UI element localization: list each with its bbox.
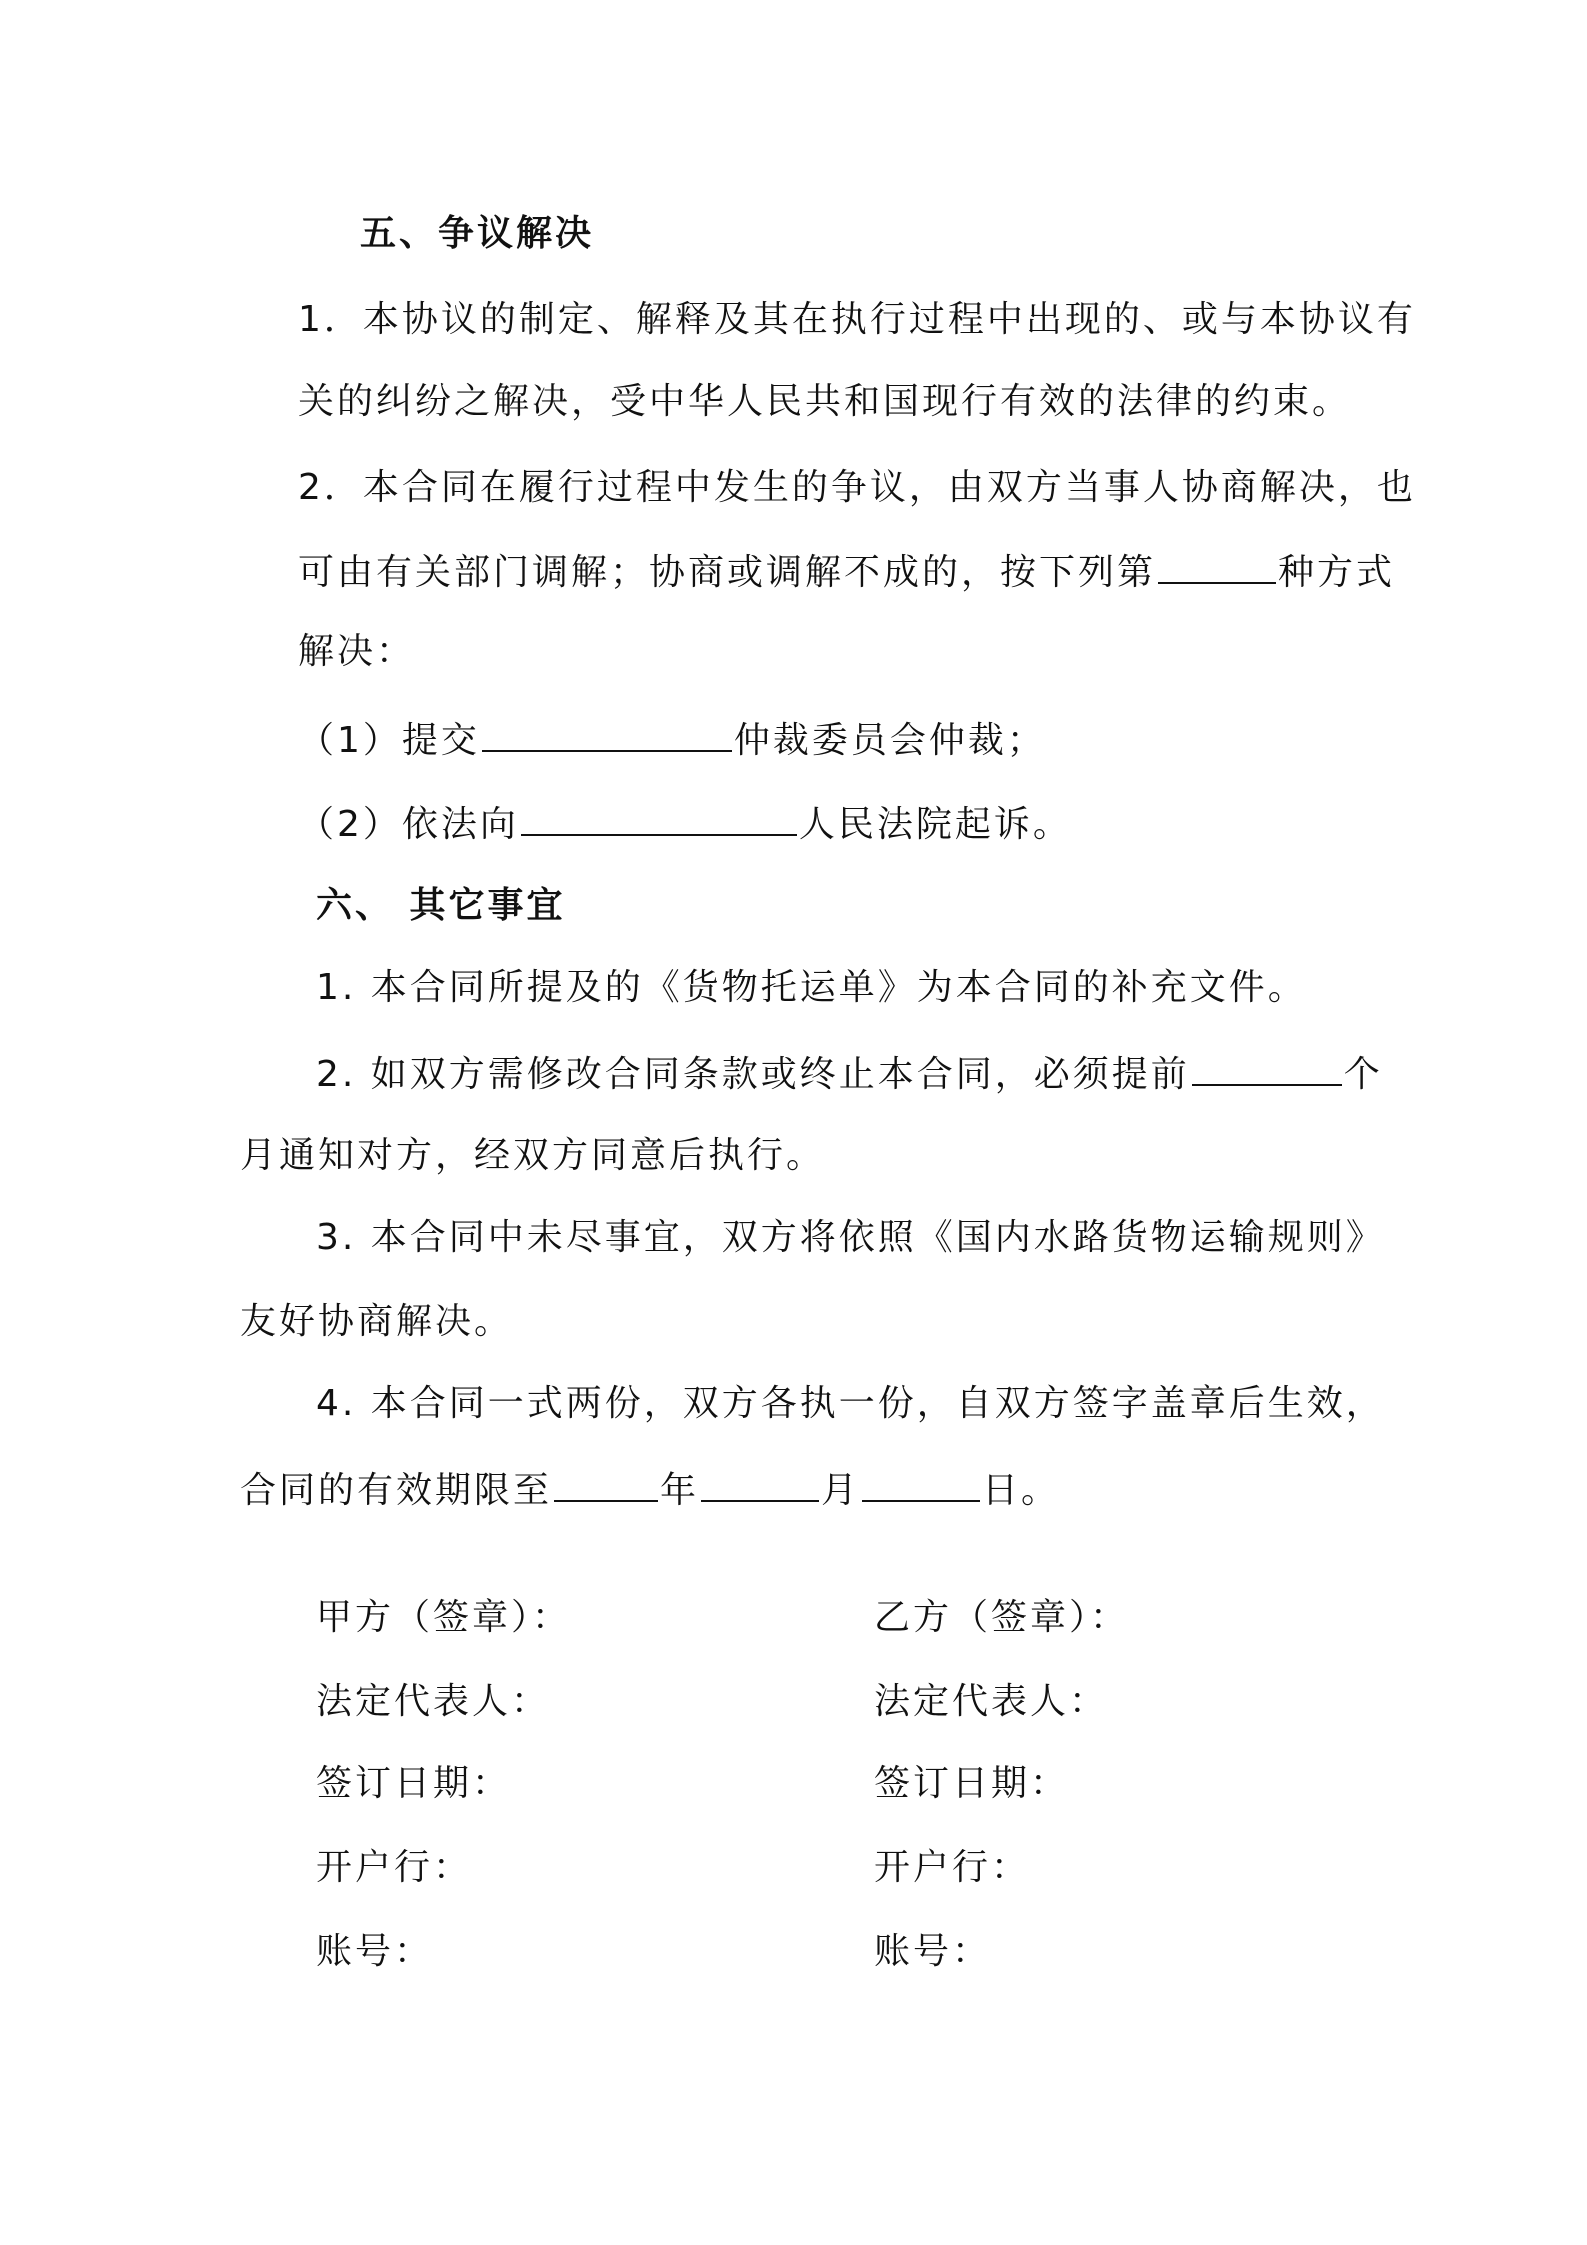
section5-option2 <box>298 800 1072 847</box>
validity-year-blank[interactable] <box>554 1466 658 1502</box>
section6-item4-line2 <box>240 1466 1060 1513</box>
section5-item2-line1: 2．本合同在履行过程中发生的争议，由双方当事人协商解决，也 <box>298 467 1416 508</box>
section6-item1: 1. 本合同所提及的《货物托运单》为本合同的补充文件。 <box>316 967 1307 1008</box>
section6-item4-line1: 4. 本合同一式两份，双方各执一份，自双方签字盖章后生效， <box>316 1383 1385 1424</box>
party-b-bank-label: 开户行： <box>874 1847 1031 1888</box>
day-label: 日。 <box>982 1470 1061 1511</box>
option2-text-after: 人民法院起诉。 <box>798 804 1072 845</box>
item2-notice-text-before: 2. 如双方需修改合同条款或终止本合同，必须提前 <box>316 1054 1190 1095</box>
section5-item2-line3: 解决： <box>298 631 416 672</box>
section6-item2-line1 <box>316 1050 1383 1097</box>
month-label: 月 <box>821 1470 861 1511</box>
party-b-date-label: 签订日期： <box>874 1763 1070 1804</box>
item2-text-after-blank: 种方式 <box>1278 552 1396 593</box>
party-a-bank-label: 开户行： <box>316 1847 473 1888</box>
option1-text-after: 仲裁委员会仲裁； <box>733 720 1046 761</box>
party-a-account-label: 账号： <box>316 1931 434 1972</box>
section6-heading: 六、 其它事宜 <box>316 885 566 926</box>
section6-item3-line1: 3. 本合同中未尽事宜，双方将依照《国内水路货物运输规则》 <box>316 1217 1385 1258</box>
party-a-legal-rep-label: 法定代表人： <box>316 1681 551 1722</box>
court-name-blank[interactable] <box>521 800 797 836</box>
option1-text-before: （1）提交 <box>298 720 480 761</box>
party-a-date-label: 签订日期： <box>316 1763 512 1804</box>
item2-text-before-blank: 可由有关部门调解；协商或调解不成的，按下列第 <box>298 552 1157 593</box>
section6-item3-line2: 友好协商解决。 <box>240 1301 514 1342</box>
section5-option1 <box>298 716 1046 763</box>
notice-months-blank[interactable] <box>1192 1050 1342 1086</box>
section5-item1-line2: 关的纠纷之解决，受中华人民共和国现行有效的法律的约束。 <box>298 381 1352 422</box>
arbitration-commission-blank[interactable] <box>482 716 732 752</box>
section5-item2-line2 <box>298 548 1395 595</box>
section6-item2-line2: 月通知对方，经双方同意后执行。 <box>240 1135 826 1176</box>
item2-notice-text-after: 个 <box>1343 1054 1383 1095</box>
option2-text-before: （2）依法向 <box>298 804 519 845</box>
party-b-seal-label: 乙方（签章）： <box>874 1597 1130 1638</box>
party-b-account-label: 账号： <box>874 1931 992 1972</box>
validity-day-blank[interactable] <box>862 1466 980 1502</box>
section5-heading: 五、争议解决 <box>360 213 595 254</box>
party-b-legal-rep-label: 法定代表人： <box>874 1681 1109 1722</box>
validity-text-before: 合同的有效期限至 <box>240 1470 553 1511</box>
section5-item1-line1: 1．本协议的制定、解释及其在执行过程中出现的、或与本协议有 <box>298 299 1416 340</box>
validity-month-blank[interactable] <box>701 1466 819 1502</box>
party-a-seal-label: 甲方（签章）： <box>316 1597 572 1638</box>
year-label: 年 <box>660 1470 700 1511</box>
dispute-method-blank[interactable] <box>1158 548 1276 584</box>
